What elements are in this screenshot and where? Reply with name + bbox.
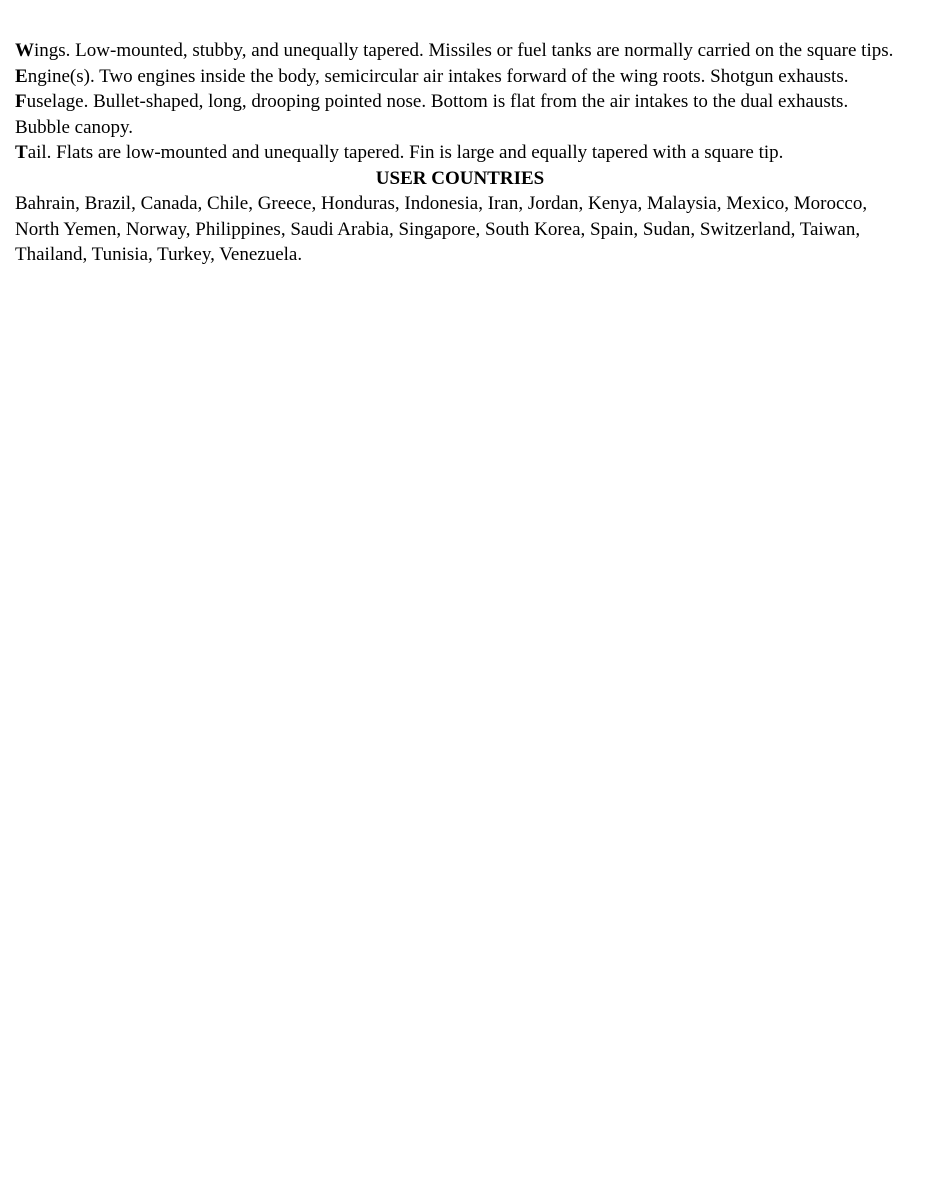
feature-text: ngine(s). Two engines inside the body, semicircular air intakes forward of the wing roots. Shotgun exhausts. [27,65,849,87]
feature-engines [15,64,905,90]
feature-lead-letter: W [15,40,34,61]
feature-text: ail. Flats are low-mounted and unequally tapered. Fin is large and equally tapered with a square tip. [27,142,784,163]
feature-text: uselage. Bullet-shaped, long, drooping pointed nose. Bottom is flat from the air intakes to the dual exhausts. Bubble canopy. [15,91,849,138]
feature-fuselage [15,89,905,140]
feature-lead-letter: F [15,91,27,112]
user-countries-heading: USER COUNTRIES [375,167,545,189]
user-countries-list: Bahrain, Brazil, Canada, Chile, Greece, Honduras, Indonesia, Iran, Jordan, Kenya, Malaysia, Mexico, Morocco, North Yemen, Norway, Philippines, Saudi Arabia, Singapore, South Korea, Spain, Sudan, Switzerland, Taiwan, Thailand, Tunisia, Turkey, Venezuela. [15,193,868,265]
feature-lead-letter: E [15,65,28,87]
feature-lead-letter: T [15,142,28,163]
document-page [15,38,905,268]
feature-tail [15,140,905,166]
feature-wings [15,38,905,64]
feature-text: ings. Low-mounted, stubby, and unequally tapered. Missiles or fuel tanks are normally carried on the square tips. [34,40,894,61]
